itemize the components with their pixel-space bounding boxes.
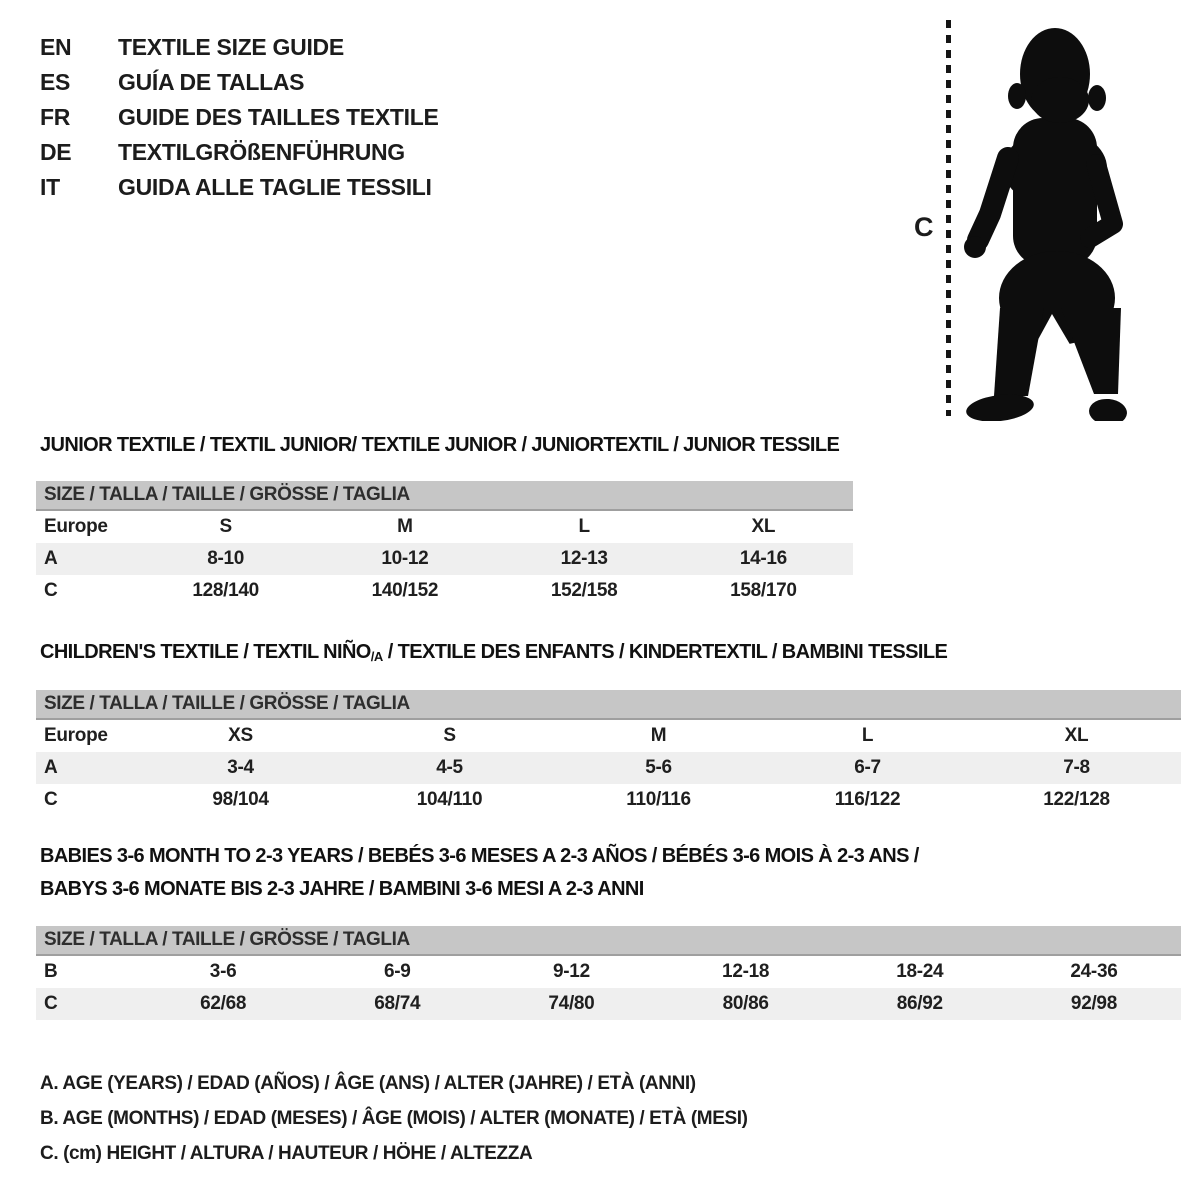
table-row: [36, 543, 853, 575]
cell-value: 140/152: [371, 580, 439, 601]
row-label: Europe: [44, 516, 108, 537]
toddler-silhouette-image: [958, 16, 1143, 421]
children-title-subscript: /A: [370, 649, 383, 664]
lang-label: TEXTILE SIZE GUIDE: [118, 34, 344, 60]
cell-value: 12-18: [722, 961, 770, 982]
table-row: [36, 511, 853, 543]
cell-value: 4-5: [436, 757, 463, 778]
row-label: B: [44, 961, 58, 982]
row-label: A: [44, 548, 58, 569]
lang-code: FR: [40, 104, 71, 130]
children-section-title: [40, 641, 947, 664]
table-row: [36, 988, 1181, 1020]
legend-line-a: A. AGE (YEARS) / EDAD (AÑOS) / ÂGE (ANS) / ALTER (JAHRE) / ETÀ (ANNI): [40, 1073, 696, 1094]
babies-section-title-line1: BABIES 3-6 MONTH TO 2-3 YEARS / BEBÉS 3-6 MESES A 2-3 AÑOS / BÉBÉS 3-6 MOIS À 2-3 ANS /: [40, 845, 919, 867]
cell-value: XL: [751, 516, 776, 537]
junior-section-title: JUNIOR TEXTILE / TEXTIL JUNIOR/ TEXTILE JUNIOR / JUNIORTEXTIL / JUNIOR TESSILE: [40, 434, 840, 456]
cell-value: 8-10: [207, 548, 245, 569]
cell-value: 6-9: [383, 961, 411, 982]
row-label: A: [44, 757, 58, 778]
lang-code: ES: [40, 69, 71, 95]
junior-size-table: [36, 481, 853, 607]
lang-code: IT: [40, 174, 60, 200]
cell-value: S: [443, 725, 456, 746]
table-row: [36, 575, 853, 607]
babies-section-title-line2: BABYS 3-6 MONATE BIS 2-3 JAHRE / BAMBINI 3-6 MESI A 2-3 ANNI: [40, 878, 644, 900]
cell-value: 10-12: [381, 548, 429, 569]
cell-value: 5-6: [645, 757, 672, 778]
table-row: [36, 720, 1181, 752]
lang-row-es: [40, 65, 439, 100]
cell-value: 80/86: [722, 993, 769, 1014]
lang-row-de: [40, 135, 439, 170]
row-label: C: [44, 580, 58, 601]
cell-value: 9-12: [553, 961, 590, 982]
children-title-text: CHILDREN'S TEXTILE / TEXTIL NIÑO: [40, 641, 371, 663]
lang-row-fr: [40, 100, 439, 135]
lang-label: GUIDE DES TAILLES TEXTILE: [118, 104, 439, 130]
height-measure-label: C: [914, 212, 934, 242]
cell-value: M: [397, 516, 413, 537]
cell-value: 152/158: [550, 580, 618, 601]
cell-value: 68/74: [374, 993, 421, 1014]
row-label: C: [44, 789, 58, 810]
children-title-text: / TEXTILE DES ENFANTS / KINDERTEXTIL / BAMBINI TESSILE: [382, 641, 948, 663]
table-header-bar: SIZE / TALLA / TAILLE / GRÖSSE / TAGLIA: [36, 690, 1181, 720]
lang-label: GUIDA ALLE TAGLIE TESSILI: [118, 174, 432, 200]
cell-value: 116/122: [834, 789, 901, 810]
lang-label: GUÍA DE TALLAS: [118, 69, 305, 95]
row-label: Europe: [44, 725, 108, 746]
lang-code: EN: [40, 34, 72, 60]
cell-value: 158/170: [730, 580, 797, 601]
children-size-table: [36, 690, 1181, 816]
cell-value: 3-6: [209, 961, 237, 982]
cell-value: 18-24: [896, 961, 944, 982]
cell-value: 128/140: [192, 580, 259, 601]
table-header-bar: SIZE / TALLA / TAILLE / GRÖSSE / TAGLIA: [36, 481, 853, 511]
cell-value: 6-7: [854, 757, 881, 778]
cell-value: 3-4: [227, 757, 254, 778]
cell-value: 104/110: [416, 789, 483, 810]
cell-value: L: [578, 516, 590, 537]
height-measure-dashed-line: [946, 20, 951, 416]
babies-size-table: [36, 926, 1181, 1020]
cell-value: 7-8: [1063, 757, 1090, 778]
cell-value: 14-16: [739, 548, 787, 569]
cell-value: 12-13: [560, 548, 608, 569]
legend-line-c: C. (cm) HEIGHT / ALTURA / HAUTEUR / HÖHE / ALTEZZA: [40, 1143, 533, 1164]
cell-value: 62/68: [200, 993, 247, 1014]
cell-value: S: [219, 516, 232, 537]
lang-row-en: [40, 30, 439, 65]
cell-value: 74/80: [548, 993, 595, 1014]
cell-value: 110/116: [626, 789, 691, 810]
table-row: [36, 752, 1181, 784]
cell-value: 86/92: [896, 993, 943, 1014]
legend-line-b: B. AGE (MONTHS) / EDAD (MESES) / ÂGE (MOIS) / ALTER (MONATE) / ETÀ (MESI): [40, 1108, 748, 1129]
cell-value: M: [650, 725, 667, 746]
cell-value: 98/104: [212, 789, 269, 810]
lang-label: TEXTILGRÖßENFÜHRUNG: [118, 139, 405, 165]
row-label: C: [44, 993, 58, 1014]
measure-legend: [40, 1072, 748, 1177]
cell-value: 92/98: [1070, 993, 1117, 1014]
lang-code: DE: [40, 139, 72, 165]
cell-value: 122/128: [1043, 789, 1110, 810]
table-row: [36, 784, 1181, 816]
cell-value: L: [861, 725, 874, 746]
language-header: [40, 30, 439, 205]
table-header-bar: SIZE / TALLA / TAILLE / GRÖSSE / TAGLIA: [36, 926, 1181, 956]
cell-value: XL: [1064, 725, 1089, 746]
cell-value: 24-36: [1070, 961, 1118, 982]
lang-row-it: [40, 170, 439, 205]
table-row: [36, 956, 1181, 988]
cell-value: XS: [228, 725, 253, 746]
